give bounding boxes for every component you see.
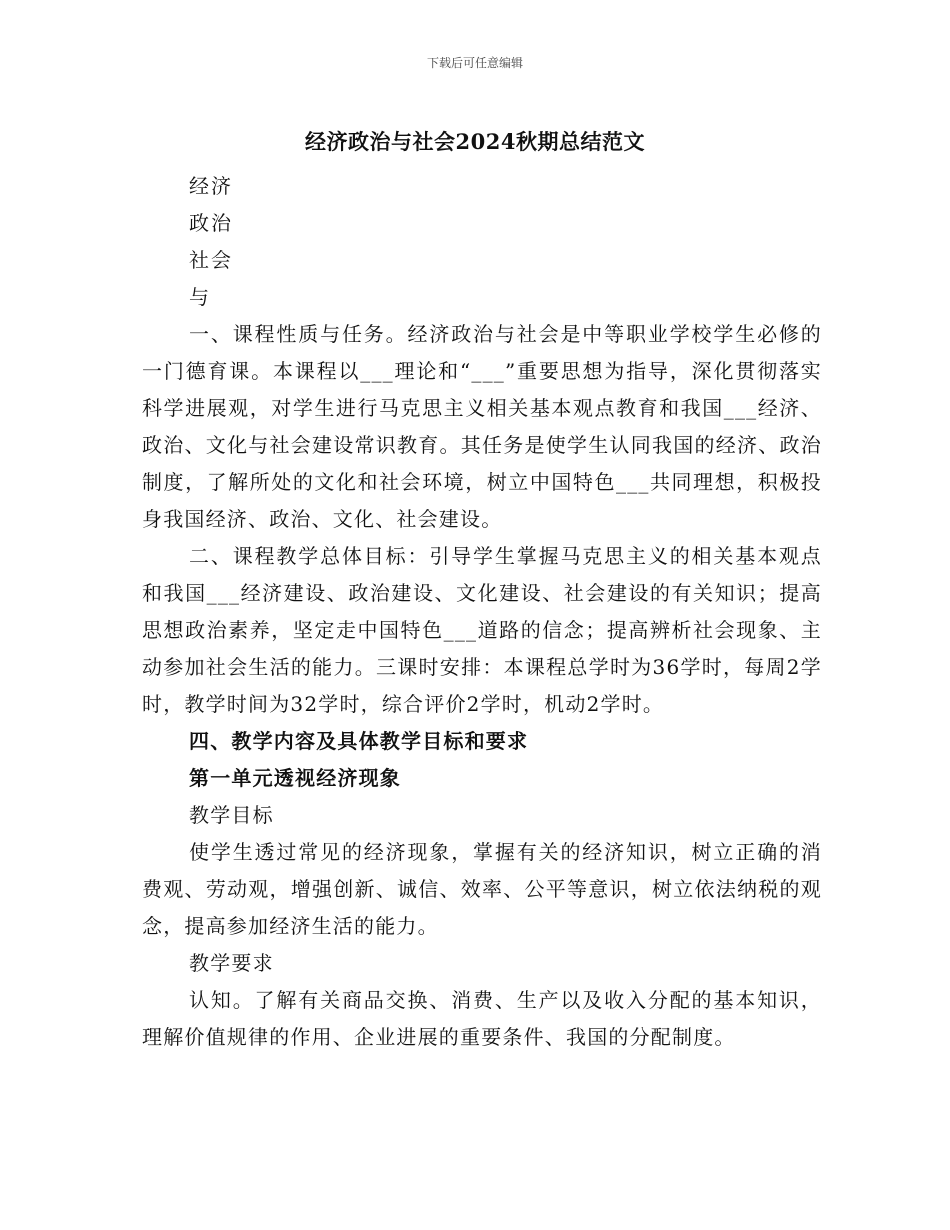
document-title: 经济政治与社会2024秋期总结范文 xyxy=(305,129,645,154)
section-heading: 四、教学内容及具体教学目标和要求 xyxy=(189,729,529,753)
unit-heading: 第一单元透视经济现象 xyxy=(189,766,401,790)
subheading-teaching-goals: 教学目标 xyxy=(189,803,274,827)
keyword-line: 社会 xyxy=(189,248,233,272)
keyword-line: 政治 xyxy=(189,211,233,235)
paragraph-teaching-goals: 使学生透过常见的经济现象，掌握有关的经济知识，树立正确的消费观、劳动观，增强创新、诚信、效率、公平等意识，树立依法纳税的观念，提高参加经济生活的能力。 xyxy=(142,840,822,938)
header-note: 下载后可任意编辑 xyxy=(426,56,523,70)
subheading-teaching-requirements: 教学要求 xyxy=(189,951,274,975)
paragraph-course-goals: 二、课程教学总体目标：引导学生掌握马克思主义的相关基本观点和我国___经济建设、政治建设、文化建设、社会建设的有关知识；提高思想政治素养，坚定走中国特色___道路的信念；提高辨析社会现象、主动参加社会生活的能力。三课时安排：本课程总学时为36学时，每周2学时，教学时间为32学时，综合评价2学时，机动2学时。 xyxy=(142,544,822,716)
keyword-line: 经济 xyxy=(189,174,233,198)
paragraph-cognition: 认知。了解有关商品交换、消费、生产以及收入分配的基本知识，理解价值规律的作用、企业进展的重要条件、我国的分配制度。 xyxy=(142,988,822,1049)
keyword-line: 与 xyxy=(189,285,211,309)
document-body xyxy=(142,168,822,1056)
paragraph-course-nature: 一、课程性质与任务。经济政治与社会是中等职业学校学生必修的一门德育课。本课程以___理论和“___”重要思想为指导，深化贯彻落实科学进展观，对学生进行马克思主义相关基本观点教育和我国___经济、政治、文化与社会建设常识教育。其任务是使学生认同我国的经济、政治制度，了解所处的文化和社会环境，树立中国特色___共同理想，积极投身我国经济、政治、文化、社会建设。 xyxy=(142,322,822,531)
